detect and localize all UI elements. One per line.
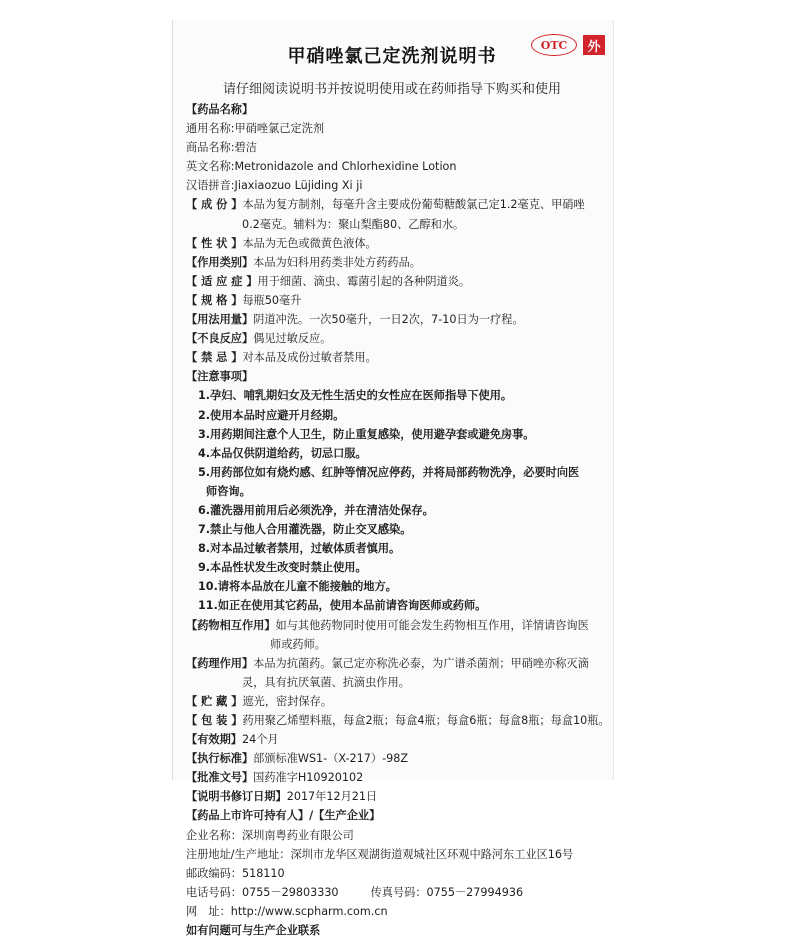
company-name-value: 深圳南粤药业有限公司: [241, 828, 354, 842]
composition-line2: 0.2毫克。辅料为：聚山梨酯80、乙醇和水。: [242, 217, 465, 231]
note-item-continuation: 师咨询。: [206, 484, 251, 498]
approval-row: [186, 768, 612, 787]
zip-row: [186, 864, 612, 883]
phone-fax-row: [186, 883, 612, 902]
contra-row: [186, 348, 612, 367]
pharmacology-line2: 灵，具有抗厌氧菌、抗滴虫作用。: [242, 675, 410, 689]
company-address-row: [186, 845, 612, 864]
zip-value: 518110: [241, 866, 285, 880]
fax-label: 传真号码：: [370, 885, 427, 899]
page-title: 甲硝唑氯己定洗剂说明书: [287, 46, 497, 67]
indications-text: 用于细菌、滴虫、霉菌引起的各种阴道炎。: [257, 274, 471, 288]
dosage-row: [186, 310, 612, 329]
revision-label: 【说明书修订日期】: [186, 790, 287, 804]
approval-text: 国药准字H10920102: [253, 771, 364, 785]
interaction-label: 【药物相互作用】: [186, 618, 276, 632]
pinyin-value: Jiaxiaozuo Lüjiding Xi ji: [234, 179, 363, 193]
composition-row: [186, 195, 612, 214]
leaflet-content: [186, 100, 612, 940]
dosage-label: 【用法用量】: [186, 313, 254, 327]
package-text: 药用聚乙烯塑料瓶，每盒2瓶；每盒4瓶；每盒6瓶；每盒8瓶；每盒10瓶。: [242, 714, 610, 727]
website-label: 网 址：: [186, 904, 231, 918]
standard-label: 【执行标准】: [186, 752, 254, 766]
pharmacology-line1: 本品为抗菌药。氯己定亦称洗必泰，为广谱杀菌剂；甲硝唑亦称灭滴: [253, 656, 589, 670]
company-address-value: 深圳市龙华区观湖街道观城社区环观中路河东工业区16号: [290, 847, 574, 861]
pinyin-label: 汉语拼音:: [186, 179, 235, 193]
trade-name-row: [186, 138, 612, 157]
storage-label: 【 贮 藏 】: [186, 694, 243, 708]
pharmacology-row: [186, 654, 612, 673]
footer-contact-note: 如有问题可与生产企业联系: [186, 924, 321, 938]
note-item: 9.本品性状发生改变时禁止使用。: [198, 561, 367, 575]
page-subtitle: 请仔细阅读说明书并按说明使用或在药师指导下购买和使用: [222, 82, 561, 97]
contra-text: 对本品及成份过敏者禁用。: [242, 351, 377, 365]
note-item: 6.灌洗器用前用后必须洗净，并在清洁处保存。: [198, 503, 434, 517]
generic-name-value: 甲硝唑氯己定洗剂: [234, 122, 325, 136]
spec-text: 每瓶50毫升: [242, 293, 302, 307]
note-item: 1.孕妇、哺乳期妇女及无性生活史的女性应在医师指导下使用。: [198, 389, 513, 403]
storage-text: 遮光，密封保存。: [242, 694, 332, 708]
category-text: 本品为妇科用药类非处方药药品。: [253, 255, 421, 269]
appearance-text: 本品为无色或微黄色液体。: [242, 236, 377, 250]
validity-label: 【有效期】: [186, 733, 242, 747]
company-address-label: 注册地址/生产地址：: [186, 847, 291, 861]
english-name-row: [186, 157, 612, 176]
interaction-line2: 师或药师。: [270, 637, 326, 651]
revision-row: [186, 787, 612, 806]
interaction-line1: 如与其他药物同时使用可能会发生药物相互作用，详情请咨询医: [275, 618, 589, 632]
note-item: 7.禁止与他人合用灌洗器，防止交叉感染。: [198, 523, 412, 537]
notes-header: 【注意事项】: [186, 370, 254, 384]
company-name-row: [186, 826, 612, 845]
trade-name-label: 商品名称:: [186, 141, 235, 155]
standard-text: 部颁标准WS1-（X-217）-98Z: [253, 752, 409, 766]
note-item: 5.用药部位如有烧灼感、红肿等情况应停药，并将局部药物洗净，必要时向医: [198, 465, 580, 479]
trade-name-value: 碧洁: [234, 141, 257, 155]
appearance-label: 【 性 状 】: [186, 236, 243, 250]
pharmacology-label: 【药理作用】: [186, 656, 254, 670]
company-name-label: 企业名称：: [186, 828, 242, 842]
phone-value: 0755－29803330: [241, 885, 339, 899]
composition-label: 【 成 份 】: [186, 198, 243, 212]
fax-value: 0755－27994936: [426, 885, 524, 899]
website-row: [186, 902, 612, 921]
spec-label: 【 规 格 】: [186, 293, 243, 307]
spacer: [339, 883, 371, 902]
note-item: 11.如正在使用其它药品，使用本品前请咨询医师或药师。: [198, 599, 487, 613]
category-label: 【作用类别】: [186, 255, 254, 269]
holder-header: 【药品上市许可持有人】/【生产企业】: [186, 809, 381, 823]
standard-row: [186, 749, 612, 768]
zip-label: 邮政编码：: [186, 866, 242, 880]
website-value: http://www.scpharm.com.cn: [230, 904, 388, 918]
generic-name-label: 通用名称:: [186, 122, 235, 136]
validity-text: 24个月: [241, 733, 279, 747]
revision-text: 2017年12月21日: [286, 790, 378, 804]
pinyin-row: [186, 176, 612, 195]
phone-label: 电话号码：: [186, 885, 242, 899]
otc-badge: OTC: [531, 34, 577, 56]
external-use-badge: 外: [583, 35, 605, 55]
note-item: 3.用药期间注意个人卫生，防止重复感染，使用避孕套或避免房事。: [198, 427, 535, 441]
contra-label: 【 禁 忌 】: [186, 351, 243, 365]
approval-label: 【批准文号】: [186, 771, 254, 785]
note-item: 4.本品仅供阴道给药，切忌口服。: [198, 446, 367, 460]
indications-row: [186, 272, 612, 291]
note-item: 8.对本品过敏者禁用，过敏体质者慎用。: [198, 542, 401, 556]
appearance-row: [186, 234, 612, 253]
category-row: [186, 253, 612, 272]
adverse-label: 【不良反应】: [186, 332, 254, 346]
spec-row: [186, 291, 612, 310]
note-item: 2.使用本品时应避开月经期。: [198, 408, 345, 422]
generic-name-row: [186, 119, 612, 138]
adverse-row: [186, 329, 612, 348]
validity-row: [186, 730, 612, 749]
package-row: [186, 711, 612, 730]
drug-name-header: 【药品名称】: [186, 103, 254, 116]
english-name-value: Metronidazole and Chlorhexidine Lotion: [234, 160, 457, 174]
package-label: 【 包 装 】: [186, 714, 243, 727]
composition-line1: 本品为复方制剂，每毫升含主要成份葡萄糖酸氯己定1.2毫克、甲硝唑: [242, 198, 585, 212]
english-name-label: 英文名称:: [186, 160, 235, 174]
interaction-row: [186, 616, 612, 635]
storage-row: [186, 692, 612, 711]
adverse-text: 偶见过敏反应。: [253, 332, 332, 346]
indications-label: 【 适 应 症 】: [186, 274, 258, 288]
note-item: 10.请将本品放在儿童不能接触的地方。: [198, 580, 397, 594]
dosage-text: 阴道冲洗。一次50毫升，一日2次，7-10日为一疗程。: [253, 313, 524, 327]
